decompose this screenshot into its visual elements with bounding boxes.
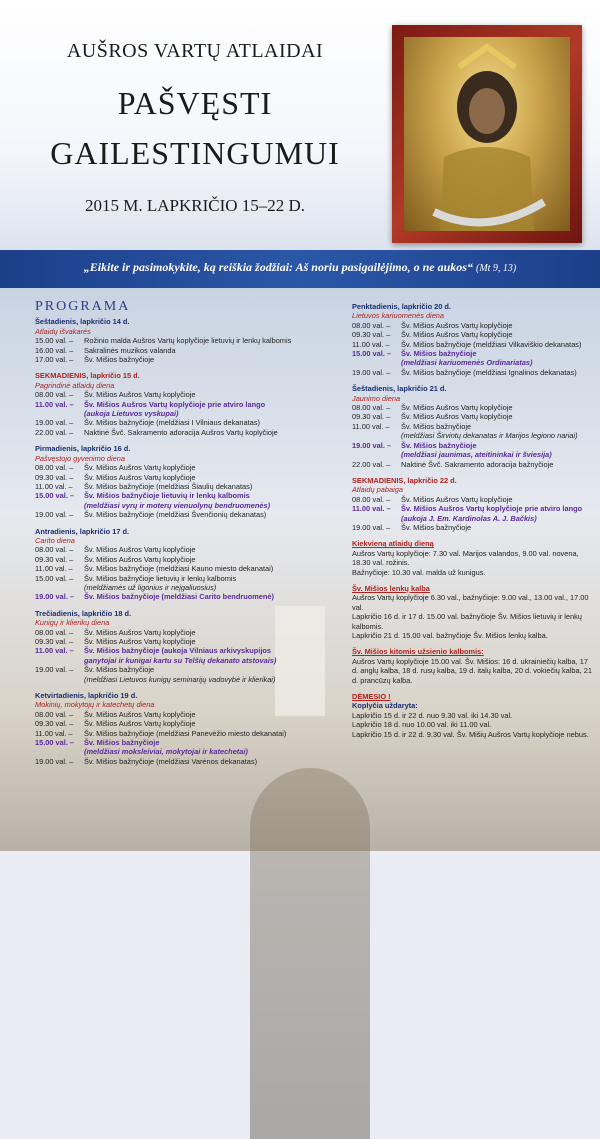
schedule-line — [35, 646, 335, 655]
schedule-line — [352, 523, 592, 532]
schedule-text: Šv. Mišios Aušros Vartų koplyčioje — [84, 719, 196, 729]
schedule-text: Šv. Mišios bažnyčioje — [401, 349, 477, 359]
schedule-line — [352, 403, 592, 412]
quote: „Eikite ir pasimokykite, ką reiškia žodžiai: Aš noriu pasigailėjimo, o ne aukos“ — [83, 260, 473, 274]
program-day — [35, 371, 335, 437]
schedule-line — [352, 460, 592, 469]
schedule-time: 17.00 val. – — [35, 355, 74, 365]
schedule-text: Šv. Mišios Aušros Vartų koplyčioje — [84, 554, 196, 564]
schedule-line — [35, 473, 335, 482]
schedule-line — [35, 463, 335, 472]
title-main-2: GAILESTINGUMUI — [50, 135, 340, 171]
schedule-time: 09.30 val. – — [352, 412, 391, 422]
schedule-time: 22.00 val. – — [352, 459, 391, 469]
schedule-text: Šv. Mišios bažnyčioje — [401, 522, 472, 532]
schedule-text: Šv. Mišios bažnyčioje (meldžiasi Kauno miesto dekanatai) — [84, 564, 274, 574]
schedule-note: (meldžiasi Širvintų dekanatas ir Marijos legiono nariai) — [401, 431, 578, 441]
foreign-section — [352, 647, 592, 685]
schedule-line — [352, 349, 592, 358]
schedule-text: Šv. Mišios Aušros Vartų koplyčioje — [84, 627, 196, 637]
schedule-line — [352, 340, 592, 349]
attention-line-1: Lapkričio 15 d. ir 22 d. nuo 9.30 val. iki 14.30 val. — [352, 710, 513, 720]
schedule-time: 15.00 val. – — [35, 491, 75, 501]
schedule-time: 19.00 val. – — [35, 665, 74, 675]
schedule-time: 19.00 val. – — [35, 510, 74, 520]
foreign-line-1: Aušros Vartų koplyčioje 15.00 val. Šv. Mišios: 16 d. ukrainiečių kalba, 17 d. anglų kalba, 18 d. rusų kalba, 19 d. italų kalba, 20 d. vokiečių kalba, 21 d. prancūzų kalba. — [352, 656, 592, 685]
schedule-line — [352, 495, 592, 504]
schedule-text: Šv. Mišios bažnyčioje — [84, 355, 155, 365]
madonna-icon-image — [392, 25, 582, 243]
schedule-line — [35, 628, 335, 637]
schedule-time: 08.00 val. – — [352, 403, 391, 413]
schedule-time: 08.00 val. – — [352, 320, 391, 330]
schedule-line — [35, 355, 335, 364]
schedule-time: 15.00 val. – — [35, 573, 74, 583]
schedule-time: 11.00 val. – — [35, 646, 74, 656]
daily-heading: Kiekvieną atlaidų dieną — [352, 539, 434, 549]
schedule-time: 09.30 val. – — [35, 637, 74, 646]
schedule-text: Sakralinės muzikos valanda — [84, 345, 176, 355]
schedule-line — [352, 368, 592, 377]
schedule-line — [35, 719, 335, 728]
daily-section — [352, 539, 592, 577]
program-day — [352, 476, 592, 532]
schedule-time: 09.30 val. – — [35, 472, 74, 482]
quote-text — [0, 260, 600, 275]
schedule-line — [35, 555, 335, 564]
schedule-note: (aukoja Lietuvos vyskupai) — [84, 409, 179, 419]
schedule-text: Šv. Mišios Aušros Vartų koplyčioje — [401, 330, 513, 340]
day-name: Ketvirtadienis, lapkričio 19 d. — [35, 691, 138, 701]
schedule-line — [35, 346, 335, 355]
schedule-line — [35, 482, 335, 491]
schedule-line — [352, 504, 592, 513]
polish-line-3: Lapkričio 21 d. 15.00 val. bažnyčioje Šv. Mišios lenkų kalba. — [352, 631, 548, 640]
schedule-text: Šv. Mišios Aušros Vartų koplyčioje — [401, 320, 513, 330]
schedule-text: Šv. Mišios Aušros Vartų koplyčioje — [84, 390, 196, 400]
schedule-time: 11.00 val. – — [352, 421, 390, 431]
schedule-line — [35, 418, 335, 427]
schedule-note: ganytojai ir kunigai kartu su Telšių dekanato atstovais) — [84, 655, 277, 665]
schedule-text: Šv. Mišios bažnyčioje (meldžiasi Ignalinos dekanatas) — [401, 367, 577, 377]
schedule-line — [35, 336, 335, 345]
schedule-time: 19.00 val. – — [352, 367, 391, 377]
attention-section — [352, 692, 592, 739]
schedule-note: (meldžiasi vyrų ir moterų vienuolynų bendruomenės) — [84, 500, 271, 510]
schedule-text: Šv. Mišios bažnyčioje — [84, 738, 160, 748]
schedule-time: 19.00 val. – — [352, 440, 392, 450]
daily-line-2: Bažnyčioje: 10.30 val. malda už kunigus. — [352, 567, 486, 577]
schedule-text: Šv. Mišios Aušros Vartų koplyčioje — [84, 472, 196, 482]
schedule-time: 08.00 val. – — [35, 390, 74, 400]
schedule-text: Šv. Mišios bažnyčioje lietuvių ir lenkų kalbomis — [84, 573, 237, 583]
schedule-time: 15.00 val. – — [352, 349, 392, 359]
schedule-text: Šv. Mišios bažnyčioje — [401, 440, 477, 450]
schedule-line — [35, 574, 335, 583]
schedule-time: 11.00 val. – — [35, 728, 73, 738]
schedule-time: 11.00 val. – — [35, 481, 73, 491]
schedule-note: (meldžiasi kariuomenės Ordinariatas) — [401, 358, 533, 368]
schedule-time: 08.00 val. – — [352, 494, 391, 504]
schedule-time: 22.00 val. – — [35, 427, 74, 437]
program-day — [352, 384, 592, 469]
madonna-icon — [404, 37, 570, 231]
schedule-line — [35, 637, 335, 646]
schedule-text: Naktinė Švč. Sakramento adoracija Aušros Vartų koplyčioje — [84, 427, 278, 437]
program-day — [35, 317, 335, 364]
polish-line-1: Aušros Vartų koplyčioje 6.30 val., bažnyčioje: 9.00 val., 13.00 val., 17.00 val. — [352, 593, 589, 612]
foreign-heading: Šv. Mišios kitomis užsienio kalbomis: — [352, 647, 484, 657]
event-dates: 2015 M. LAPKRIČIO 15–22 D. — [84, 196, 306, 215]
schedule-line — [35, 400, 335, 409]
schedule-text: Šv. Mišios bažnyčioje lietuvių ir lenkų kalbomis — [84, 491, 250, 501]
day-name: Trečiadienis, lapkričio 18 d. — [35, 608, 132, 618]
schedule-time: 11.00 val. – — [352, 339, 390, 349]
schedule-text: Šv. Mišios bažnyčioje (meldžiasi Carito bendruomenė) — [84, 592, 275, 602]
schedule-text: Šv. Mišios bažnyčioje (meldžiasi Varėnos dekanatas) — [84, 756, 258, 766]
schedule-time: 19.00 val. – — [35, 418, 74, 428]
schedule-text: Šv. Mišios Aušros Vartų koplyčioje — [401, 494, 513, 504]
schedule-note: (meldžiasi jaunimas, ateitininkai ir šviesija) — [401, 450, 552, 460]
header — [0, 0, 600, 250]
schedule-time: 08.00 val. – — [35, 545, 74, 555]
day-subtitle: Atlaidų išvakarės — [35, 326, 91, 336]
polish-section — [352, 584, 592, 640]
program-right-column — [352, 302, 592, 746]
schedule-line — [35, 491, 335, 500]
day-name: Šeštadienis, lapkričio 14 d. — [35, 317, 130, 327]
day-subtitle: Pagrindinė atlaidų diena — [35, 380, 115, 390]
schedule-text: Naktinė Švč. Sakramento adoracija bažnyčioje — [401, 459, 554, 469]
schedule-time: 09.30 val. – — [35, 719, 74, 729]
schedule-text: Šv. Mišios bažnyčioje (meldžiasi Vilkaviškio dekanatas) — [401, 339, 582, 349]
schedule-time: 15.00 val. – — [35, 738, 75, 748]
schedule-line — [35, 738, 335, 747]
schedule-note: (meldžiasi moksleiviai, mokytojai ir katechetai) — [84, 747, 248, 757]
day-subtitle: Atlaidų pabaiga — [352, 485, 403, 495]
schedule-line — [35, 510, 335, 519]
schedule-line — [35, 545, 335, 554]
schedule-note: (meldžiamės už ligonius ir neįgaliuosius) — [84, 582, 217, 592]
day-subtitle: Lietuvos kariuomenės diena — [352, 311, 445, 321]
schedule-time: 08.00 val. – — [35, 709, 74, 719]
schedule-line — [35, 757, 335, 766]
schedule-text: Šv. Mišios bažnyčioje — [401, 421, 472, 431]
polish-line-2: Lapkričio 16 d. ir 17 d. 15.00 val. bažnyčioje Šv. Mišios lietuvių ir lenkų kalbomis. — [352, 612, 582, 631]
schedule-time: 11.00 val. – — [35, 399, 74, 409]
day-subtitle: Kunigų ir klierikų diena — [35, 618, 110, 628]
schedule-text: Šv. Mišios Aušros Vartų koplyčioje — [84, 545, 196, 555]
schedule-time: 19.00 val. – — [352, 522, 391, 532]
attention-heading: DĖMESIO ! — [352, 692, 391, 702]
schedule-text: Šv. Mišios Aušros Vartų koplyčioje — [401, 403, 513, 413]
schedule-text: Šv. Mišios Aušros Vartų koplyčioje — [84, 463, 196, 473]
schedule-time: 19.00 val. – — [35, 592, 75, 602]
schedule-line — [352, 330, 592, 339]
program-left-column — [35, 299, 335, 773]
schedule-text: Šv. Mišios Aušros Vartų koplyčioje prie atviro lango — [84, 399, 266, 409]
gate-arch — [250, 768, 370, 1139]
title-top: AUŠROS VARTŲ ATLAIDAI — [66, 40, 324, 62]
schedule-line — [35, 729, 335, 738]
day-name: Penktadienis, lapkričio 20 d. — [352, 302, 451, 311]
schedule-line — [352, 412, 592, 421]
attention-line-3: Lapkričio 15 d. ir 22 d. 9.30 val. Šv. Mišių Aušros Vartų koplyčioje nebus. — [352, 729, 589, 739]
schedule-text: Šv. Mišios bažnyčioje — [84, 665, 155, 675]
schedule-time: 08.00 val. – — [35, 463, 74, 473]
daily-line-1: Aušros Vartų koplyčioje: 7.30 val. Marijos valandos, 9.00 val. novena, 18.30 val. rožinis. — [352, 548, 579, 568]
schedule-text: Šv. Mišios bažnyčioje (meldžiasi Švenčionių dekanatas) — [84, 510, 267, 520]
right-days — [352, 302, 592, 532]
schedule-time: 08.00 val. – — [35, 627, 74, 637]
day-name: SEKMADIENIS, lapkričio 22 d. — [352, 475, 457, 485]
day-name: Šeštadienis, lapkričio 21 d. — [352, 384, 447, 394]
schedule-line — [35, 428, 335, 437]
program-title: PROGRAMA — [35, 299, 131, 314]
attention-sub: Koplyčia uždaryta: — [352, 701, 418, 711]
schedule-text: Rožinio malda Aušros Vartų koplyčioje lietuvių ir lenkų kalbomis — [84, 336, 292, 346]
program-day — [35, 527, 335, 602]
title-main-1: PAŠVĘSTI — [117, 85, 273, 121]
schedule-line — [35, 390, 335, 399]
day-subtitle: Mokinių, mokytojų ir katechetų diena — [35, 700, 155, 710]
schedule-time: 11.00 val. – — [352, 504, 391, 514]
schedule-text: Šv. Mišios bažnyčioje (meldžiasi Šiaulių dekanatas) — [84, 481, 253, 491]
schedule-text: Šv. Mišios bažnyčioje (aukoja Vilniaus arkivyskupijos — [84, 646, 272, 656]
schedule-line — [352, 441, 592, 450]
schedule-time: 15.00 val. – — [35, 336, 74, 346]
day-subtitle: Pašvęstojo gyvenimo diena — [35, 453, 125, 463]
polish-heading: Šv. Mišios lenkų kalba — [352, 583, 430, 593]
program-day — [35, 609, 335, 684]
schedule-line — [35, 564, 335, 573]
attention-line-2: Lapkričio 18 d. nuo 10.00 val. iki 11.00 val. — [352, 720, 492, 730]
quote-reference: (Mt 9, 13) — [475, 263, 517, 274]
schedule-line — [35, 710, 335, 719]
schedule-time: 11.00 val. – — [35, 564, 73, 574]
program-day — [352, 302, 592, 377]
schedule-time: 19.00 val. – — [35, 756, 74, 766]
schedule-line — [35, 592, 335, 601]
schedule-text: Šv. Mišios Aušros Vartų koplyčioje — [84, 637, 196, 646]
quote-banner — [0, 250, 600, 288]
schedule-text: Šv. Mišios Aušros Vartų koplyčioje — [84, 709, 196, 719]
schedule-line — [352, 422, 592, 431]
schedule-text: Šv. Mišios Aušros Vartų koplyčioje — [401, 412, 513, 422]
left-days — [35, 317, 335, 766]
day-name: Pirmadienis, lapkričio 16 d. — [35, 444, 131, 454]
schedule-line — [35, 665, 335, 674]
day-subtitle: Carito diena — [35, 535, 75, 545]
day-name: SEKMADIENIS, lapkričio 15 d. — [35, 371, 140, 381]
schedule-time: 09.30 val. – — [35, 554, 74, 564]
schedule-time: 09.30 val. – — [352, 330, 391, 340]
schedule-note: (meldžiasi Lietuvos kunigų seminarijų vadovybė ir klierikai) — [84, 674, 276, 684]
program-day — [35, 444, 335, 519]
schedule-text: Šv. Mišios bažnyčioje (meldžiasi I Vilniaus dekanatas) — [84, 418, 260, 428]
schedule-text: Šv. Mišios bažnyčioje (meldžiasi Panevėžio miesto dekanatai) — [84, 728, 287, 738]
day-name: Antradienis, lapkričio 17 d. — [35, 526, 130, 536]
schedule-time: 16.00 val. – — [35, 345, 74, 355]
schedule-line — [352, 321, 592, 330]
program-day — [35, 691, 335, 766]
schedule-text: Šv. Mišios Aušros Vartų koplyčioje prie atviro lango — [401, 504, 583, 514]
schedule-note: (aukoja J. Em. Kardinolas A. J. Bačkis) — [401, 513, 537, 523]
day-subtitle: Jaunimo diena — [352, 393, 401, 403]
